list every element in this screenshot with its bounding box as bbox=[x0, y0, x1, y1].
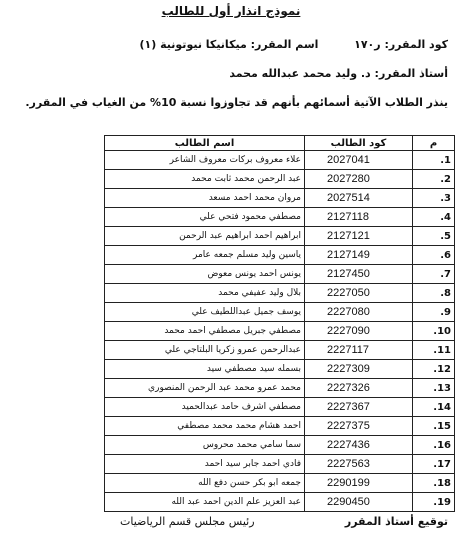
table-row bbox=[105, 246, 455, 265]
row-number: .19 bbox=[413, 493, 455, 512]
student-name: عبد الرحمن محمد ثابت محمد bbox=[105, 170, 305, 189]
student-code: 2227375 bbox=[305, 417, 413, 436]
row-number: .3 bbox=[413, 189, 455, 208]
row-number: .14 bbox=[413, 398, 455, 417]
student-code: 2027280 bbox=[305, 170, 413, 189]
student-code: 2027041 bbox=[305, 151, 413, 170]
table-header-row bbox=[105, 136, 455, 151]
student-code: 2027514 bbox=[305, 189, 413, 208]
row-number: .17 bbox=[413, 455, 455, 474]
table-row bbox=[105, 208, 455, 227]
student-name: محمد عمرو محمد عبد الرحمن المنصوري bbox=[105, 379, 305, 398]
table-row bbox=[105, 417, 455, 436]
table-row bbox=[105, 303, 455, 322]
header-code: كود الطالب bbox=[305, 136, 413, 151]
header-name: اسم الطالب bbox=[105, 136, 305, 151]
student-code: 2227563 bbox=[305, 455, 413, 474]
student-code: 2290450 bbox=[305, 493, 413, 512]
student-code: 2290199 bbox=[305, 474, 413, 493]
student-name: بلال وليد عفيفي محمد bbox=[105, 284, 305, 303]
student-code: 2227309 bbox=[305, 360, 413, 379]
student-code: 2227050 bbox=[305, 284, 413, 303]
row-number: .10 bbox=[413, 322, 455, 341]
course-name-label: اسم المقرر: bbox=[250, 38, 319, 51]
table-row bbox=[105, 322, 455, 341]
student-name: ياسين وليد مسلم جمعه عامر bbox=[105, 246, 305, 265]
student-name: مصطفي محمود فتحي علي bbox=[105, 208, 305, 227]
page-title: نموذج انذار أول للطالب bbox=[161, 4, 301, 18]
student-code: 2227090 bbox=[305, 322, 413, 341]
row-number: .4 bbox=[413, 208, 455, 227]
student-name: عبد العزيز علم الدين احمد عبد الله bbox=[105, 493, 305, 512]
table-row bbox=[105, 170, 455, 189]
header-num: م bbox=[413, 136, 455, 151]
student-code: 2227326 bbox=[305, 379, 413, 398]
table-row bbox=[105, 284, 455, 303]
row-number: .12 bbox=[413, 360, 455, 379]
course-code-label: كود المقرر: bbox=[384, 38, 448, 51]
student-code: 2227367 bbox=[305, 398, 413, 417]
table-row bbox=[105, 379, 455, 398]
student-code: 2127118 bbox=[305, 208, 413, 227]
student-name: علاء معروف بركات معروف الشاعر bbox=[105, 151, 305, 170]
table-row bbox=[105, 398, 455, 417]
table-row bbox=[105, 227, 455, 246]
course-name-value: ميكانيكا نيوتونية (١) bbox=[139, 38, 247, 51]
student-code: 2227436 bbox=[305, 436, 413, 455]
row-number: .13 bbox=[413, 379, 455, 398]
department-head-signature-label: رئيس مجلس قسم الرياضيات bbox=[120, 515, 255, 528]
row-number: .8 bbox=[413, 284, 455, 303]
row-number: .5 bbox=[413, 227, 455, 246]
table-body bbox=[105, 151, 455, 512]
row-number: .9 bbox=[413, 303, 455, 322]
student-code: 2227080 bbox=[305, 303, 413, 322]
row-number: .18 bbox=[413, 474, 455, 493]
table-row bbox=[105, 341, 455, 360]
table-row bbox=[105, 455, 455, 474]
students-table bbox=[104, 135, 455, 512]
student-name: ابراهيم احمد ابراهيم عبد الرحمن bbox=[105, 227, 305, 246]
table-row bbox=[105, 436, 455, 455]
row-number: .16 bbox=[413, 436, 455, 455]
student-name: احمد هشام محمد محمد مصطفي bbox=[105, 417, 305, 436]
student-name: مصطفي اشرف حامد عبدالحميد bbox=[105, 398, 305, 417]
course-code-value: ر١٧٠ bbox=[354, 38, 381, 51]
row-number: .2 bbox=[413, 170, 455, 189]
student-code: 2127149 bbox=[305, 246, 413, 265]
student-name: سما سامي محمد محروس bbox=[105, 436, 305, 455]
student-name: جمعه ابو بكر حسن دفع الله bbox=[105, 474, 305, 493]
student-code: 2127121 bbox=[305, 227, 413, 246]
instructor-line bbox=[229, 67, 448, 80]
instructor-name: د. وليد محمد عبدالله محمد bbox=[229, 67, 371, 80]
instructor-label: أستاذ المقرر: bbox=[374, 67, 448, 80]
course-info-line bbox=[140, 38, 448, 51]
row-number: .15 bbox=[413, 417, 455, 436]
student-code: 2227117 bbox=[305, 341, 413, 360]
row-number: .6 bbox=[413, 246, 455, 265]
student-name: عبدالرحمن عمرو زكريا البلتاجي علي bbox=[105, 341, 305, 360]
row-number: .11 bbox=[413, 341, 455, 360]
table-row bbox=[105, 265, 455, 284]
table-row bbox=[105, 493, 455, 512]
student-name: مروان محمد احمد مسعد bbox=[105, 189, 305, 208]
table-row bbox=[105, 360, 455, 379]
student-name: بسمله سيد مصطفي سيد bbox=[105, 360, 305, 379]
student-name: مصطفي جبريل مصطفي احمد محمد bbox=[105, 322, 305, 341]
table-row bbox=[105, 474, 455, 493]
student-code: 2127450 bbox=[305, 265, 413, 284]
warning-text: ينذر الطلاب الآتية أسمائهم بأنهم قد تجاوزوا نسبة 10% من الغياب في المقرر. bbox=[25, 96, 448, 109]
student-name: فادي احمد جابر سيد احمد bbox=[105, 455, 305, 474]
student-name: يوسف جميل عبداللطيف علي bbox=[105, 303, 305, 322]
table-row bbox=[105, 189, 455, 208]
row-number: .1 bbox=[413, 151, 455, 170]
table-row bbox=[105, 151, 455, 170]
row-number: .7 bbox=[413, 265, 455, 284]
student-name: يونس احمد يونس معوض bbox=[105, 265, 305, 284]
instructor-signature-label: توقيع أستاذ المقرر bbox=[344, 515, 448, 528]
